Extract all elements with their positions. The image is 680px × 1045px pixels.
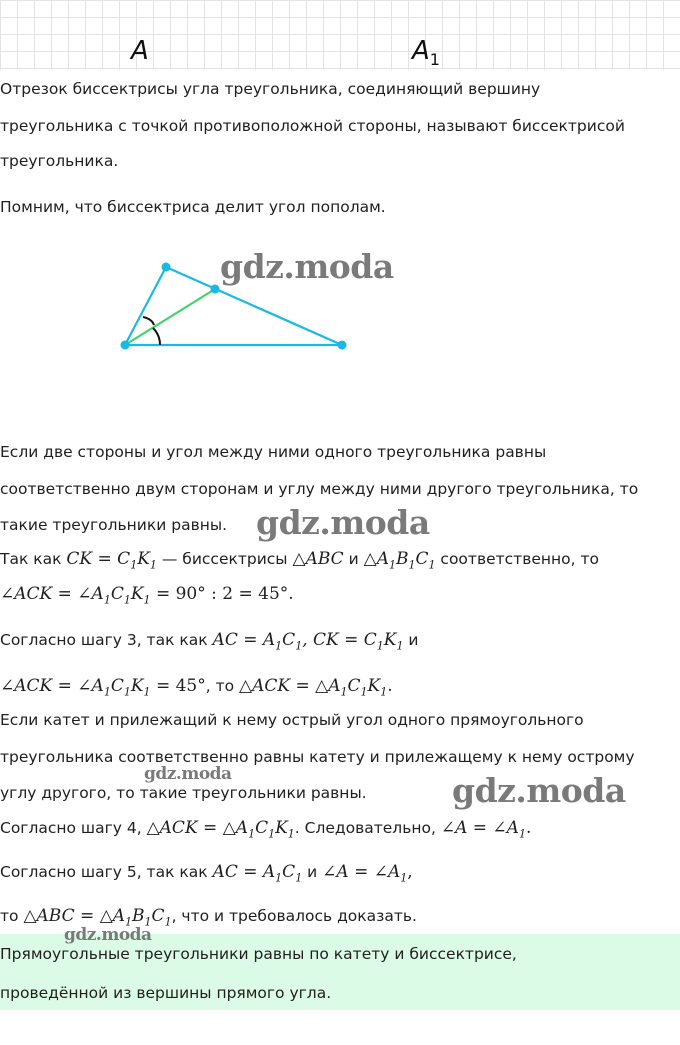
angle-equation-line: ∠ACK = $\angle A_1C_1K_1 = 90^\circ$ : 2 = 45°.: [0, 584, 294, 607]
leg-line-1: Если катет и прилежащий к нему острый угол одного прямоугольного: [0, 711, 584, 729]
watermark: gdz.moda: [220, 247, 394, 286]
sas-line-1: Если две стороны и угол между ними одного треугольника равны: [0, 443, 547, 461]
vertex-point: [162, 263, 171, 272]
watermark: gdz.moda: [64, 925, 152, 945]
watermark: gdz.moda: [452, 771, 626, 810]
watermark: gdz.moda: [144, 764, 232, 784]
conclusion-line-1: Прямоугольные треугольники равны по катету и биссектрисе,: [0, 945, 517, 963]
sas-line-2: соответственно двум сторонам и углу между ними другого треугольника, то: [0, 480, 639, 498]
angle-arc-1: [143, 317, 154, 325]
step3-line-1: Согласно шагу 3, так как AC = $A_1C_1$, CK = $C_1K_1$ и: [0, 630, 419, 653]
conclusion-line-2: проведённой из вершины прямого угла.: [0, 984, 332, 1002]
vertex-point: [121, 341, 130, 350]
bisector-statement-line: Так как CK = $C_1K_1$ — биссектрисы △ABC и $\triangle A_1B_1C_1$ соответственно, то: [0, 549, 599, 572]
bisector-foot-point: [211, 285, 220, 294]
step4-line: Согласно шагу 4, △ACK = $\triangle A_1C_1K_1$. Следовательно, ∠A = $\angle A_1$.: [0, 818, 532, 841]
definition-line-1: Отрезок биссектрисы угла треугольника, соединяющий вершину: [0, 80, 541, 98]
watermark: gdz.moda: [256, 503, 430, 542]
definition-line-3: треугольника.: [0, 152, 119, 170]
sas-line-3: такие треугольники равны.: [0, 516, 228, 534]
vertex-label-a: A: [131, 36, 149, 66]
grid-background: [0, 0, 680, 70]
leg-line-3: углу другого, то такие треугольники равны.: [0, 784, 367, 802]
vertex-point: [338, 341, 347, 350]
qed-line: то △ABC = $\triangle A_1B_1C_1$, что и требовалось доказать.: [0, 906, 417, 929]
step3-line-2: ∠ACK = $\angle A_1C_1K_1 = 45^\circ$, то △ACK = $\triangle A_1C_1K_1$.: [0, 676, 393, 699]
leg-line-2: треугольника соответственно равны катету и прилежащему к нему острому: [0, 748, 635, 766]
definition-line-2: треугольника с точкой противоположной стороны, называют биссектрисой: [0, 117, 625, 135]
remember-line: Помним, что биссектриса делит угол пополам.: [0, 198, 386, 216]
vertex-label-a1: $A_1$: [412, 36, 440, 69]
step5-line: Согласно шагу 5, так как AC = $A_1C_1$ и ∠A = $\angle A_1$,: [0, 862, 413, 885]
angle-arc-2: [153, 328, 160, 345]
